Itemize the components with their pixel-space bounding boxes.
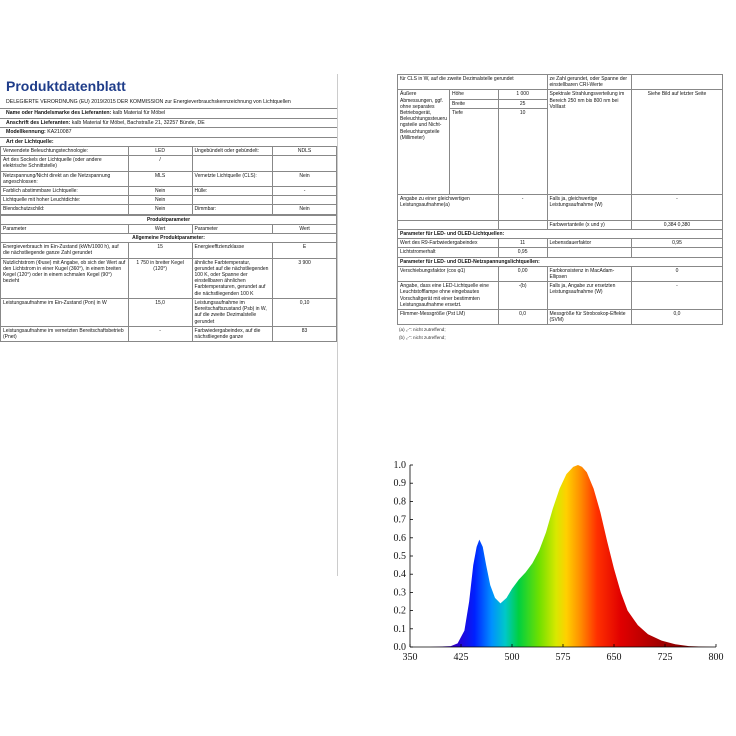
general-param-row-cell: 1 750 in breiter Kegel (120°) bbox=[128, 258, 192, 298]
type-row-cell: MLS bbox=[128, 171, 192, 186]
spectrum-point bbox=[573, 466, 574, 467]
cri-spread-label: ze Zahl gerundet, oder Spanne der einstellbaren CRI-Werte bbox=[547, 75, 632, 90]
type-header bbox=[0, 137, 337, 146]
type-table bbox=[0, 146, 337, 215]
replacement-power-label: Falls ja, Angabe zur ersetzten Leistungsaufnahme (W) bbox=[547, 282, 632, 310]
y-tick-label: 0.1 bbox=[393, 623, 406, 635]
dim-height-value: 1 000 bbox=[498, 90, 547, 99]
type-row-cell: Vernetzte Lichtquelle (CLS): bbox=[192, 171, 273, 186]
type-header-label: Art der Lichtquelle: bbox=[6, 138, 54, 145]
equiv-power-label: Angabe zu einer gleichwertigen Leistungsaufnahme(a) bbox=[398, 194, 499, 220]
general-param-row-cell: ähnliche Farbtemperatur, gerundet auf die nächstliegenden 100 K, oder Spanne der einstellbaren ähnlichen Farbtemperaturen, gerundet auf die nächstliegenden 100 K bbox=[192, 258, 273, 298]
spectrum-point bbox=[577, 464, 578, 465]
spectrum-point bbox=[511, 588, 512, 589]
net-header: Parameter für LED- und OLED-Netzspannungslichtquellen: bbox=[398, 257, 723, 266]
type-row-cell bbox=[273, 156, 337, 171]
dim-width-value: 25 bbox=[498, 99, 547, 108]
y-tick-label: 0.5 bbox=[393, 551, 406, 562]
general-param-row bbox=[1, 258, 337, 298]
replacement-power-value: - bbox=[632, 282, 723, 310]
chromaticity-value: 0,384 0,380 bbox=[632, 220, 723, 229]
equiv-power-w-label: Falls ja, gleichwertige Leistungsaufnahme (W) bbox=[547, 194, 632, 220]
spectrum-point bbox=[566, 474, 567, 475]
spectrum-point bbox=[607, 541, 608, 542]
spectrum-point bbox=[494, 597, 495, 598]
spectrum-fill bbox=[410, 465, 716, 647]
supplier-address-line bbox=[0, 118, 337, 127]
col-header: Wert bbox=[128, 224, 192, 233]
y-tick-label: 0.3 bbox=[393, 587, 406, 599]
footnote: (b) „-“: nicht zutreffend; bbox=[399, 335, 446, 341]
x-tick-label: 800 bbox=[708, 652, 724, 663]
y-tick-label: 0.6 bbox=[393, 532, 406, 544]
lumen-maint-label: Lichtstromerhalt bbox=[398, 248, 499, 257]
cri-spread-value bbox=[632, 75, 723, 90]
spectrum-point bbox=[581, 466, 582, 467]
chromaticity-spacer bbox=[398, 220, 499, 229]
spectrum-chart bbox=[380, 455, 736, 670]
type-row-cell: LED bbox=[128, 147, 192, 156]
type-row-cell: - bbox=[273, 187, 337, 196]
type-row-cell: Dimmbar: bbox=[192, 205, 273, 214]
general-param-row bbox=[1, 326, 337, 341]
spectrum-point bbox=[539, 550, 540, 551]
type-row-cell: Netzspannung/Nicht direkt an die Netzspannung angeschlossen: bbox=[1, 171, 129, 186]
spectrum-point bbox=[627, 610, 628, 611]
type-row bbox=[1, 147, 337, 156]
type-row-cell: Nein bbox=[273, 205, 337, 214]
dim-height-label: Höhe bbox=[450, 90, 499, 99]
type-row-cell: Hülle: bbox=[192, 187, 273, 196]
type-row bbox=[1, 171, 337, 186]
x-tick-label: 725 bbox=[657, 652, 673, 663]
model-line bbox=[0, 127, 337, 136]
spectral-value: Siehe Bild auf letzter Seite bbox=[632, 90, 723, 194]
survival-value: 0,95 bbox=[632, 239, 723, 248]
spectrum-point bbox=[647, 634, 648, 635]
y-tick-label: 1.0 bbox=[393, 460, 406, 471]
supplier-name-line bbox=[0, 108, 337, 117]
color-consistency-label: Farbkonsistenz in MacAdam-Ellipsen bbox=[547, 266, 632, 281]
type-row-cell bbox=[192, 196, 273, 205]
spectrum-point bbox=[464, 630, 465, 631]
spectrum-point bbox=[613, 568, 614, 569]
supplier-address-label: Anschrift des Lieferanten: bbox=[6, 119, 71, 126]
replacement-label: Angabe, dass eine LED-Lichtquelle eine Leuchtstofflampe ohne eingebautes Vorschaltgerät mit einer bestimmten Leistungsaufnahme ersetzt. bbox=[398, 282, 499, 310]
spectrum-point bbox=[490, 585, 491, 586]
general-param-row-cell: 15 bbox=[128, 243, 192, 258]
type-row-cell: NDLS bbox=[273, 147, 337, 156]
type-row-cell: Ungebündelt oder gebündelt: bbox=[192, 147, 273, 156]
spectrum-point bbox=[500, 603, 501, 604]
equiv-power-w-value: - bbox=[632, 194, 723, 220]
general-param-row-cell: Nutzlichtstrom (Φuse) mit Angabe, ob sich der Wert auf den Lichtstrom in einer Kugel (360°), in einem breiten Kegel (120°) oder in einem schmalen Kegel (90°) bezieht bbox=[1, 258, 129, 298]
spectrum-point bbox=[586, 472, 587, 473]
datasheet-right-page bbox=[397, 74, 723, 456]
spectral-label: Spektrale Strahlungsverteilung im Bereich 250 nm bis 800 nm bei Volllast bbox=[547, 90, 632, 194]
lumen-maint-value: 0,95 bbox=[498, 248, 547, 257]
datasheet-title: Produktdatenblatt bbox=[6, 78, 126, 94]
y-tick-label: 0.2 bbox=[393, 605, 406, 617]
empty-cell bbox=[632, 248, 723, 257]
spectrum-point bbox=[593, 488, 594, 489]
type-row-cell: Art des Sockels der Lichtquelle (oder andere elektrische Schnittstelle) bbox=[1, 156, 129, 171]
spectrum-point bbox=[525, 572, 526, 573]
regulation-intro: DELEGIERTE VERORDNUNG (EU) 2019/2015 DER KOMMISSION zur Energieverbrauchskennzeichnung von Lichtquellen bbox=[6, 99, 291, 105]
x-tick-label: 425 bbox=[453, 652, 469, 663]
spectrum-area-group bbox=[410, 464, 717, 647]
col-header: Wert bbox=[273, 224, 337, 233]
chromaticity-spacer bbox=[498, 220, 547, 229]
type-row-cell: Farblich abstimmbare Lichtquelle: bbox=[1, 187, 129, 196]
type-row-cell: Nein bbox=[128, 205, 192, 214]
type-row-cell bbox=[273, 196, 337, 205]
type-row-cell: Lichtquelle mit hoher Leuchtdichte: bbox=[1, 196, 129, 205]
r9-label: Wert des R9-Farbwiedergabeindex bbox=[398, 239, 499, 248]
datasheet-left-page bbox=[0, 74, 338, 576]
general-param-row-cell: 3 900 bbox=[273, 258, 337, 298]
general-header: Allgemeine Produktparameter: bbox=[1, 234, 337, 243]
led-header: Parameter für LED- und OLED-Lichtquellen: bbox=[398, 230, 723, 239]
supplier-address-value: kalb Material für Möbel, Bachstraße 21, 32257 Bünde, DE bbox=[71, 119, 205, 126]
cos-phi-value: 0,00 bbox=[498, 266, 547, 281]
right-table bbox=[397, 74, 723, 325]
spectrum-point bbox=[450, 645, 451, 646]
col-header: Parameter bbox=[192, 224, 273, 233]
type-row-cell: Verwendete Beleuchtungstechnologie: bbox=[1, 147, 129, 156]
x-tick-label: 575 bbox=[555, 652, 571, 663]
general-param-row-cell: Leistungsaufnahme im Bereitschaftszustand (Psb) in W, auf die zweite Dezimalstelle gerundet bbox=[192, 298, 273, 326]
dim-depth-label: Tiefe bbox=[450, 108, 499, 194]
spectrum-point bbox=[486, 565, 487, 566]
params-table bbox=[0, 215, 337, 342]
general-param-row bbox=[1, 243, 337, 258]
supplier-name-value: kalb Material für Möbel bbox=[112, 110, 166, 117]
general-param-row-cell: 15,0 bbox=[128, 298, 192, 326]
spectrum-point bbox=[482, 546, 483, 547]
general-param-row-cell: 83 bbox=[273, 326, 337, 341]
type-row-cell: Nein bbox=[128, 187, 192, 196]
svm-label: Messgröße für Stroboskop-Effekte (SVM) bbox=[547, 310, 632, 325]
spectrum-point bbox=[637, 625, 638, 626]
y-tick-label: 0.8 bbox=[393, 496, 406, 508]
general-param-row-cell: - bbox=[128, 326, 192, 341]
general-param-row-cell: Leistungsaufnahme im vernetzten Bereitschaftsbetrieb (Pnet) bbox=[1, 326, 129, 341]
spectrum-point bbox=[457, 643, 458, 644]
spectrum-point bbox=[469, 601, 470, 602]
x-tick-label: 350 bbox=[402, 652, 418, 663]
general-param-row-cell: Energieverbrauch im Ein-Zustand (kWh/1000 h), auf die nächstliegende ganze Zahl gerundet bbox=[1, 243, 129, 258]
empty-cell bbox=[547, 248, 632, 257]
supplier-name-label: Name oder Handelsmarke des Lieferanten: bbox=[6, 110, 112, 117]
general-param-row bbox=[1, 298, 337, 326]
spectrum-point bbox=[620, 592, 621, 593]
type-row-cell: / bbox=[128, 156, 192, 171]
dim-depth-value: 10 bbox=[498, 108, 547, 194]
x-tick-label: 500 bbox=[504, 652, 520, 663]
footnote: (a) „-“: nicht zutreffend; bbox=[399, 327, 446, 333]
replacement-value: -(b) bbox=[498, 282, 547, 310]
spectrum-point bbox=[545, 532, 546, 533]
cls-power-label: für CLS in W, auf die zweite Dezimalstelle gerundet bbox=[398, 75, 548, 90]
spectrum-point bbox=[518, 579, 519, 580]
r9-value: 11 bbox=[498, 239, 547, 248]
survival-label: Lebensdauerfaktor bbox=[547, 239, 632, 248]
type-row-cell: Blendschutzschild: bbox=[1, 205, 129, 214]
cos-phi-label: Verschiebungsfaktor (cos φ1) bbox=[398, 266, 499, 281]
spectrum-point bbox=[532, 563, 533, 564]
color-consistency-value: 0 bbox=[632, 266, 723, 281]
dimensions-label: Äußere Abmessungen, ggf. ohne separates Betriebsgerät, Beleuchtungssteuerungsteile und Nicht-Beleuchtungsteile (Millimeter) bbox=[398, 90, 450, 194]
spectrum-point bbox=[506, 597, 507, 598]
general-param-row-cell: 0,10 bbox=[273, 298, 337, 326]
model-label: Modellkennung: bbox=[6, 129, 46, 136]
y-tick-label: 0.0 bbox=[393, 642, 406, 653]
general-param-row-cell: Energieeffizienzklasse bbox=[192, 243, 273, 258]
spectrum-point bbox=[479, 539, 480, 540]
x-tick-label: 650 bbox=[606, 652, 622, 663]
col-header: Parameter bbox=[1, 224, 129, 233]
spectrum-point bbox=[476, 546, 477, 547]
general-param-row-cell: Farbwiedergabeindex, auf die nächstliegende ganze bbox=[192, 326, 273, 341]
spectrum-point bbox=[473, 565, 474, 566]
model-value: KA210087 bbox=[47, 129, 72, 136]
type-row-cell bbox=[192, 156, 273, 171]
type-row-cell: Nein bbox=[128, 196, 192, 205]
spectrum-point bbox=[552, 508, 553, 509]
flicker-value: 0,0 bbox=[498, 310, 547, 325]
y-tick-label: 0.4 bbox=[393, 569, 406, 581]
general-param-row-cell: E bbox=[273, 243, 337, 258]
general-param-row-cell: Leistungsaufnahme im Ein-Zustand (Pon) in W bbox=[1, 298, 129, 326]
y-tick-label: 0.9 bbox=[393, 478, 406, 490]
spectrum-point bbox=[559, 488, 560, 489]
chromaticity-label: Farbwertanteile (x und y) bbox=[547, 220, 632, 229]
equiv-power-value: - bbox=[498, 194, 547, 220]
type-row bbox=[1, 156, 337, 171]
type-row-cell: Nein bbox=[273, 171, 337, 186]
y-tick-label: 0.7 bbox=[393, 514, 406, 526]
type-row bbox=[1, 205, 337, 214]
spectrum-point bbox=[661, 640, 662, 641]
spectrum-point bbox=[600, 512, 601, 513]
flicker-label: Flimmer-Messgröße (Pst LM) bbox=[398, 310, 499, 325]
svm-value: 0,0 bbox=[632, 310, 723, 325]
params-header: Produktparameter bbox=[1, 215, 337, 224]
spectrum-point bbox=[688, 645, 689, 646]
type-row bbox=[1, 187, 337, 196]
spectrum-point bbox=[675, 644, 676, 645]
type-row bbox=[1, 196, 337, 205]
dim-width-label: Breite bbox=[450, 99, 499, 108]
